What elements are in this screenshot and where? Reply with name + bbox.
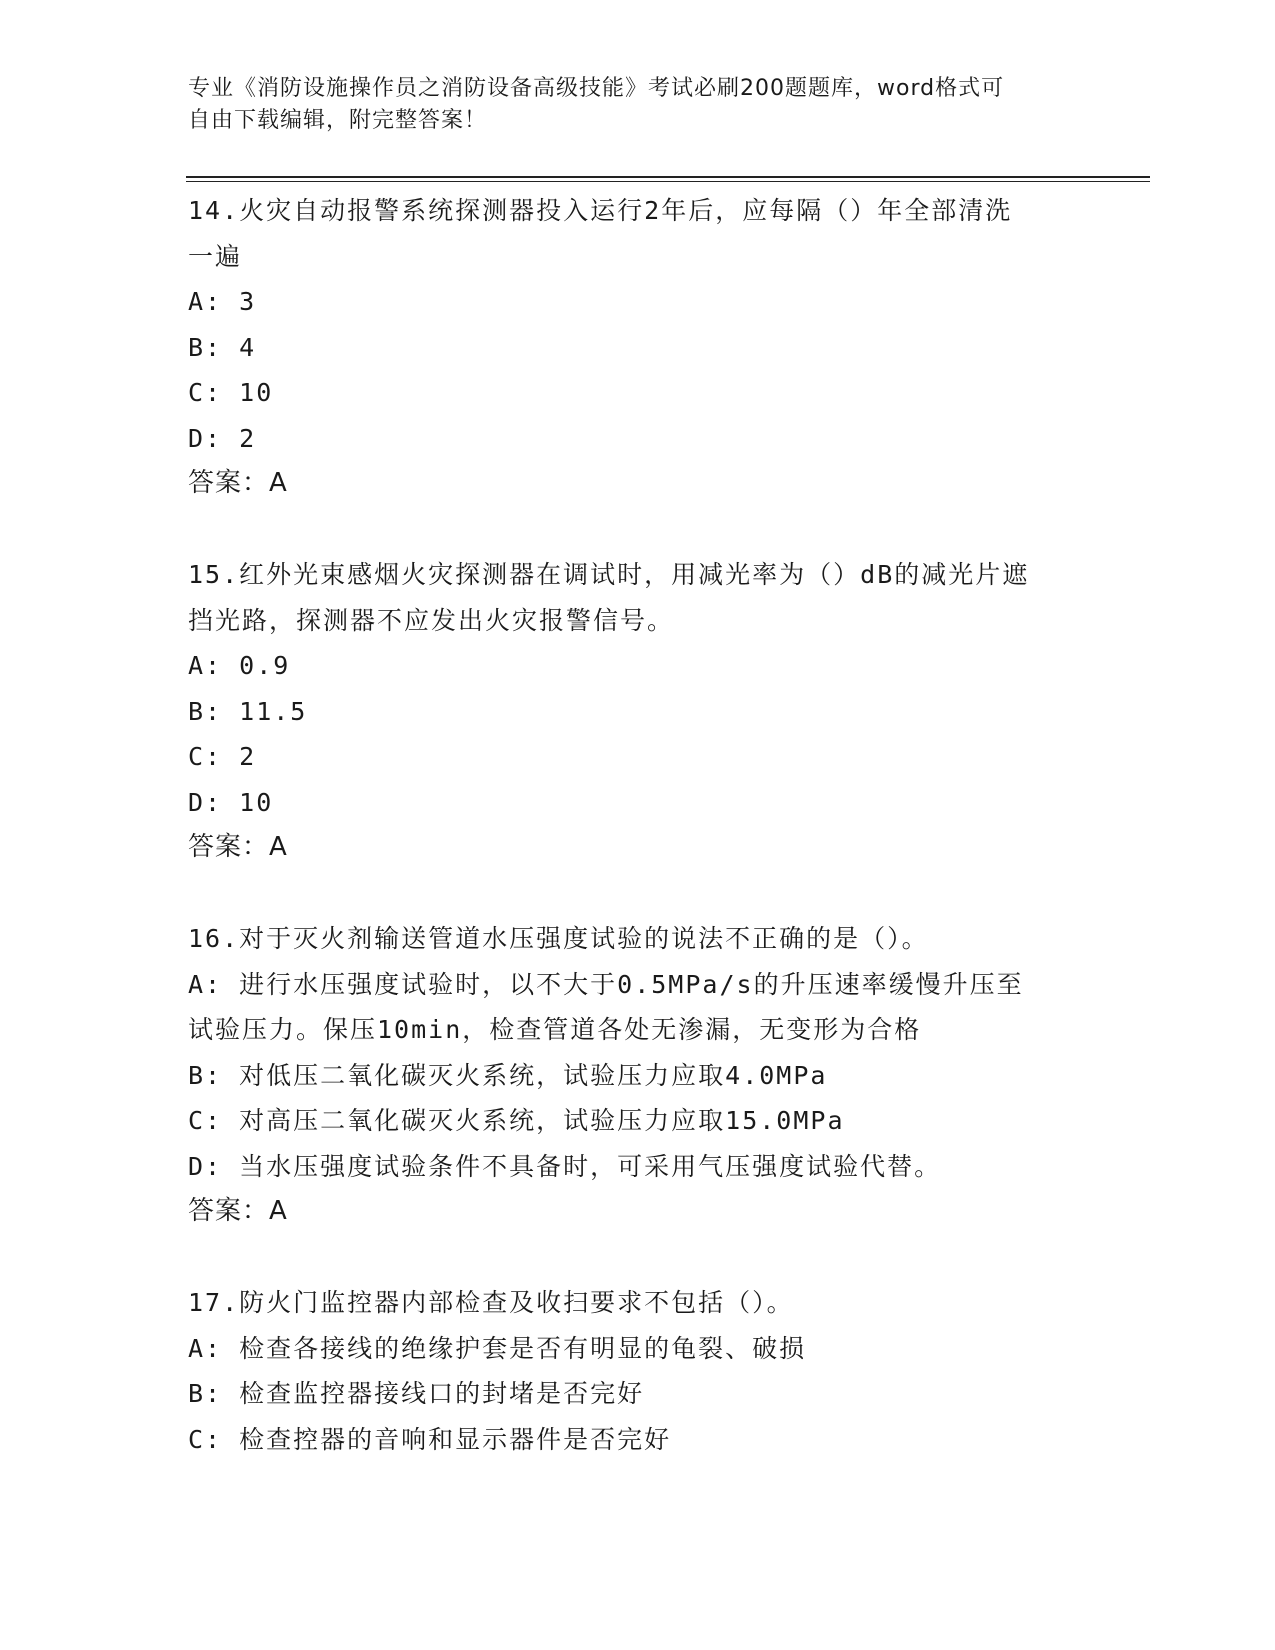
header-line-2: 自由下载编辑，附完整答案！ <box>188 108 488 133</box>
question-block <box>188 552 1088 871</box>
question-stem: 一遍 <box>188 241 243 271</box>
question-option: B: 4 <box>188 332 257 362</box>
question-option: A: 3 <box>188 287 257 316</box>
question-option: D: 当水压强度试验条件不具备时，可采用气压强度试验代替。 <box>188 1151 942 1181</box>
spacer <box>188 871 1088 917</box>
question-block <box>188 188 1088 507</box>
question-answer: 答案：A <box>188 832 288 862</box>
question-option: B: 对低压二氧化碳灭火系统，试验压力应取4.0MPa <box>188 1060 828 1090</box>
question-stem: 17.防火门监控器内部检查及收扫要求不包括（）。 <box>188 1288 794 1317</box>
question-stem: 16.对于灭火剂输送管道水压强度试验的说法不正确的是（）。 <box>188 924 929 953</box>
question-option: A: 进行水压强度试验时，以不大于0.5MPa/s的升压速率缓慢升压至 <box>188 969 1024 999</box>
question-option: C: 对高压二氧化碳灭火系统，试验压力应取15.0MPa <box>188 1106 845 1135</box>
question-option: D: 2 <box>188 423 257 453</box>
question-option: A: 检查各接线的绝缘护套是否有明显的龟裂、破损 <box>188 1333 807 1363</box>
question-option: C: 2 <box>188 742 257 771</box>
question-list <box>188 188 1088 1462</box>
question-option: C: 10 <box>188 378 274 407</box>
question-stem: 挡光路，探测器不应发出火灾报警信号。 <box>188 605 675 635</box>
question-option: D: 10 <box>188 787 274 817</box>
question-stem: 15.红外光束感烟火灾探测器在调试时，用减光率为（）dB的减光片遮 <box>188 560 1030 589</box>
header-line-1: 专业《消防设施操作员之消防设备高级技能》考试必刷200题题库，word格式可 <box>188 76 1005 101</box>
question-stem: 14.火灾自动报警系统探测器投入运行2年后，应每隔（）年全部清洗 <box>188 196 1013 225</box>
header-divider-thick <box>186 176 1150 178</box>
question-option: B: 检查监控器接线口的封堵是否完好 <box>188 1379 645 1408</box>
spacer <box>188 507 1088 553</box>
question-block <box>188 1280 1088 1462</box>
question-option: A: 0.9 <box>188 651 291 680</box>
question-option: B: 11.5 <box>188 696 308 726</box>
question-option: 试验压力。保压10min，检查管道各处无渗漏，无变形为合格 <box>188 1015 922 1044</box>
question-option: C: 检查控器的音响和显示器件是否完好 <box>188 1424 672 1454</box>
spacer <box>188 1235 1088 1281</box>
document-header <box>188 73 1088 137</box>
question-answer: 答案：A <box>188 1196 288 1226</box>
question-block <box>188 916 1088 1235</box>
question-answer: 答案：A <box>188 468 288 498</box>
header-divider-thin <box>186 181 1150 182</box>
